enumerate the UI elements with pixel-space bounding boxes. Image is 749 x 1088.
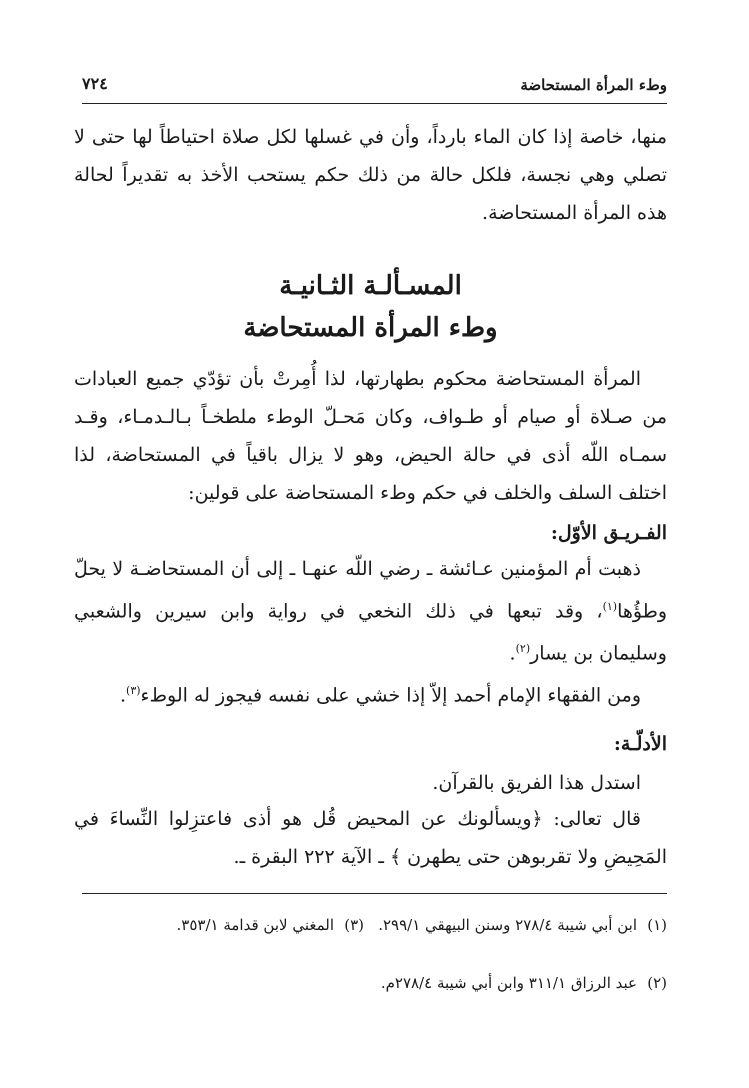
evidence-line: استدل هذا الفريق بالقرآن.	[432, 772, 641, 794]
footnote-3	[74, 912, 364, 938]
footnote-3-text: المغني لابن قدامة ٣٥٣/١.	[176, 916, 334, 934]
footnote-1	[377, 912, 667, 938]
group-text-b: ، وقد تبعها في ذلك النخعي في رواية وابن سيرين والشعبي وسليمان بن يسار	[74, 600, 667, 665]
section-title: المسـألـة الثـانيـة	[279, 271, 462, 301]
first-group-heading: الفـريـق الأوّل:	[550, 522, 667, 544]
fuqaha-end: .	[119, 684, 127, 707]
footnote-row-1	[74, 912, 667, 964]
footnote-3-number: (٣)	[344, 916, 364, 934]
footnote-ref-3[interactable]: (٣)	[126, 684, 141, 697]
continuation-paragraph: منها، خاصة إذا كان الماء بارداً، وأن في غسلها لكل صلاة احتياطاً لها حتى لا تصلي وهي نجسة، فلكل حالة من ذلك حكم يستحب الأخذ به تقديراً لحالة هذه المرأة المستحاضة.	[74, 126, 667, 224]
quran-verse-paragraph: قال تعالى: ﴿ويسألونك عن المحيض قُل هو أذى فاعتزِلوا النِّساءَ في المَحِيضِ ولا تقربوهن حتى يطهرن ﴾ ـ الآية ٢٢٢ البقرة ـ.	[74, 808, 667, 868]
section-subtitle: وطء المرأة المستحاضة	[243, 313, 498, 343]
footnote-rule	[82, 893, 667, 894]
header-rule	[82, 103, 667, 104]
page-header	[82, 72, 667, 100]
footnote-2-text: عبد الرزاق ٣١١/١ وابن أبي شيبة ٢٧٨/٤م.	[380, 974, 637, 992]
footnote-1-number: (١)	[647, 916, 667, 934]
fuqaha-paragraph	[74, 672, 667, 714]
running-title: وطء المرأة المستحاضة	[520, 76, 667, 94]
page-number: ٧٢٤	[82, 74, 108, 93]
fuqaha-text: ومن الفقهاء الإمام أحمد إلاّ إذا خشي على نفسه فيجوز له الوطء	[140, 684, 641, 707]
group-text-c: .	[509, 642, 516, 665]
group-text-a: ذهبت أم المؤمنين عـائشة ـ رضي اللّه عنهـا ـ إلى أن المستحاضـة لا يحلّ وطؤُها	[74, 558, 667, 623]
footnote-ref-2[interactable]: (٢)	[515, 642, 531, 656]
footnote-2	[74, 970, 667, 996]
footnote-1-text: ابن أبي شيبة ٢٧٨/٤ وسنن البيهقي ٢٩٩/١.	[378, 916, 637, 934]
footnote-ref-1[interactable]: (١)	[602, 600, 618, 613]
intro-paragraph: المرأة المستحاضة محكوم بطهارتها، لذا أُمِرتْ بأن تؤدّي جميع العبادات من صـلاة أو صيام أو طـواف، وكان مَحـلّ الوطء ملطخـاً بـالـدمـاء، وقـد سمـاه اللّه أذى في حالة الحيض، وهو لا يزال باقياً في المستحاضة، لذا اختلف السلف والخلف في حكم وطء المستحاضة على قولين:	[74, 368, 667, 504]
footnote-2-number: (٢)	[647, 974, 667, 992]
first-group-paragraph	[74, 550, 667, 673]
evidence-heading: الأدلّـة:	[613, 733, 667, 755]
